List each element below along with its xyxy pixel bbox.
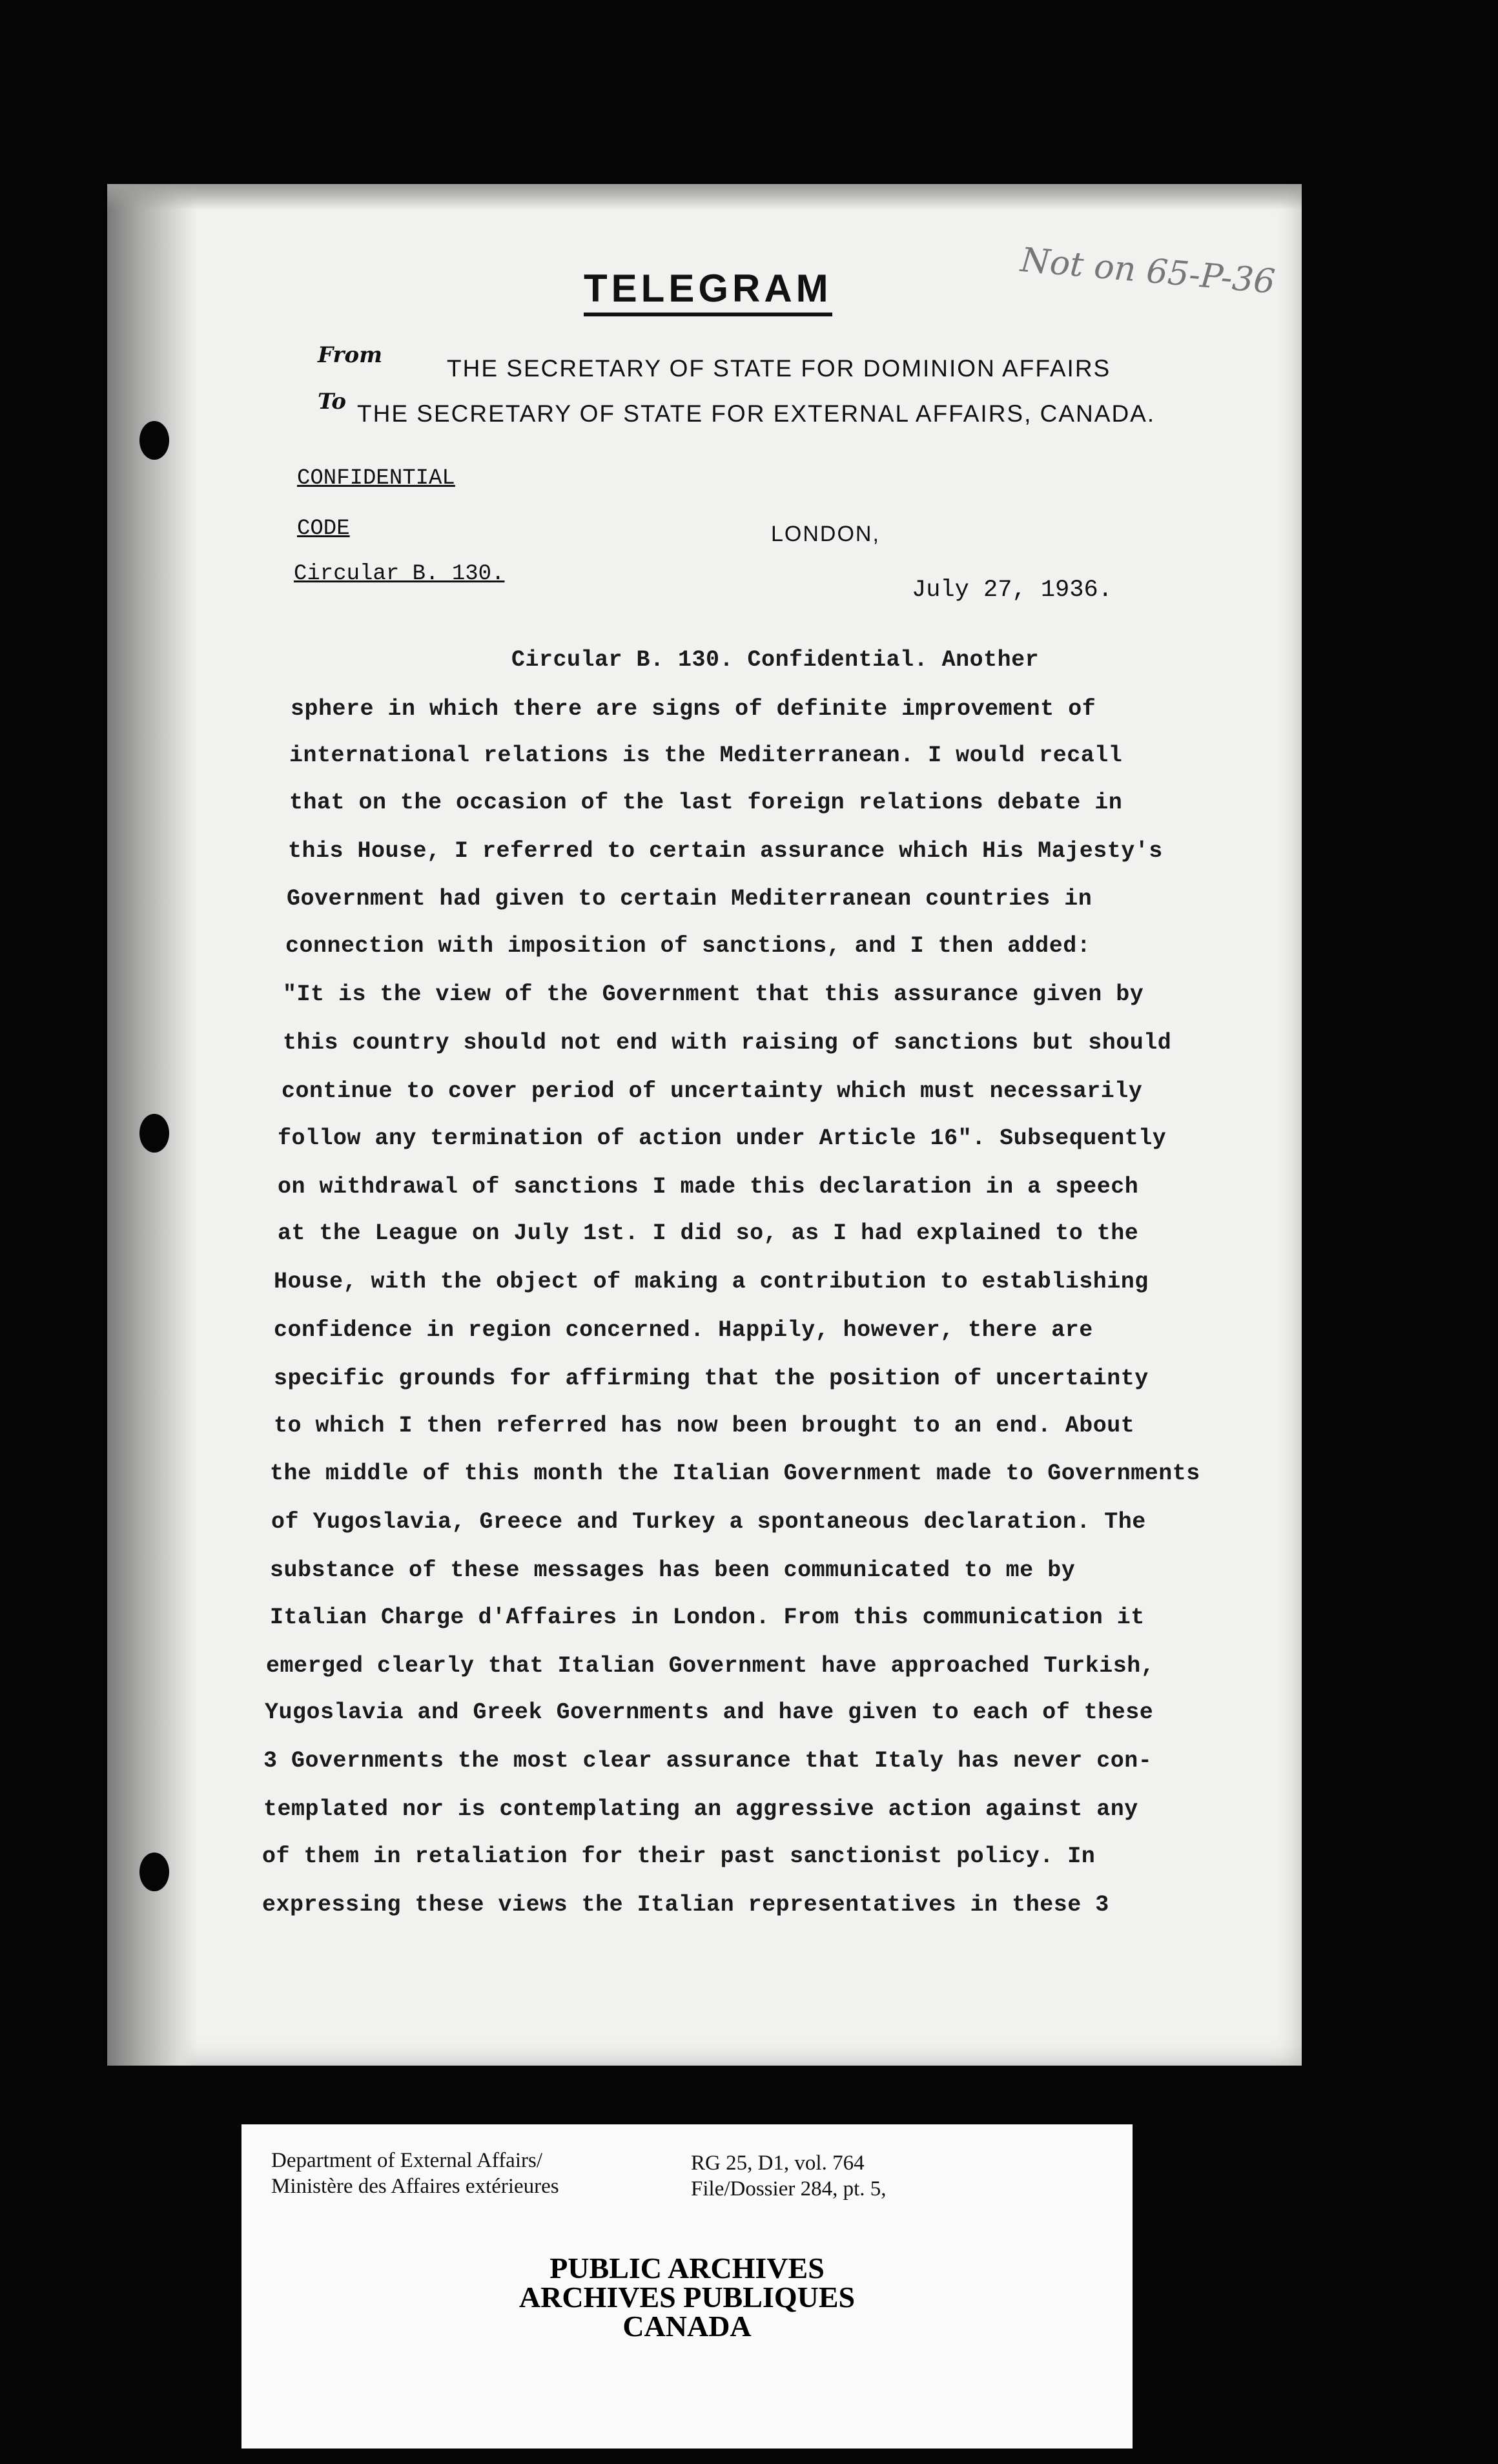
body-line: that on the occasion of the last foreign relations debate in	[289, 790, 1123, 816]
archive-reference-label	[241, 2124, 1133, 2449]
body-line: this House, I referred to certain assurance which His Majesty's	[288, 838, 1163, 864]
body-line: House, with the object of making a contribution to establishing	[274, 1269, 1149, 1295]
department-french: Ministère des Affaires extérieures	[271, 2175, 559, 2198]
body-line: of them in retaliation for their past sanctionist policy. In	[262, 1843, 1096, 1869]
telegram-title: TELEGRAM	[584, 265, 832, 316]
record-group-reference: RG 25, D1, vol. 764	[691, 2151, 865, 2175]
to-label: To	[318, 389, 347, 415]
body-line: this country should not end with raising of sanctions but should	[283, 1030, 1172, 1056]
body-line: confidence in region concerned. Happily, however, there are	[274, 1317, 1093, 1343]
body-line: on withdrawal of sanctions I made this declaration in a speech	[278, 1174, 1139, 1200]
body-line: substance of these messages has been communicated to me by	[270, 1557, 1076, 1583]
body-line: the middle of this month the Italian Government made to Governments	[270, 1461, 1200, 1486]
classification-confidential: CONFIDENTIAL	[297, 466, 455, 491]
body-line: of Yugoslavia, Greece and Turkey a spontaneous declaration. The	[271, 1509, 1146, 1535]
to-recipient: THE SECRETARY OF STATE FOR EXTERNAL AFFAIRS, CANADA.	[357, 400, 1156, 427]
binder-hole-middle	[139, 1114, 169, 1153]
body-line: Circular B. 130. Confidential. Another	[511, 647, 1040, 673]
body-line: specific grounds for affirming that the position of uncertainty	[274, 1366, 1149, 1391]
body-line: continue to cover period of uncertainty which must necessarily	[282, 1078, 1143, 1104]
page-top-edge	[107, 184, 1302, 210]
body-line: at the League on July 1st. I did so, as I had explained to the	[278, 1220, 1139, 1246]
file-reference: File/Dossier 284, pt. 5,	[691, 2177, 887, 2201]
body-line: Yugoslavia and Greek Governments and have given to each of these	[265, 1699, 1154, 1725]
body-line: connection with imposition of sanctions, and I then added:	[285, 933, 1091, 959]
body-line: follow any termination of action under Article 16". Subsequently	[278, 1125, 1167, 1151]
archives-english: PUBLIC ARCHIVES	[549, 2252, 825, 2284]
body-line: sphere in which there are signs of definite improvement of	[291, 696, 1096, 722]
telegram-date: July 27, 1936.	[912, 577, 1113, 604]
handwritten-file-reference: Not on 65-P-36	[1019, 240, 1277, 302]
circular-number: Circular B. 130.	[294, 562, 505, 586]
body-line: emerged clearly that Italian Government have approached Turkish,	[266, 1653, 1155, 1679]
body-line: Government had given to certain Mediterranean countries in	[287, 886, 1093, 912]
body-line: 3 Governments the most clear assurance that Italy has never con-	[263, 1748, 1153, 1774]
body-line: expressing these views the Italian representatives in these 3	[262, 1892, 1109, 1918]
binder-hole-bottom	[139, 1853, 169, 1891]
binder-hole-top	[139, 421, 169, 460]
code-marker: CODE	[297, 517, 350, 541]
body-line: templated nor is contemplating an aggressive action against any	[263, 1796, 1138, 1822]
archives-french: ARCHIVES PUBLIQUES	[518, 2281, 856, 2314]
from-label: From	[318, 342, 383, 368]
origin-place: LONDON,	[771, 522, 880, 546]
body-line: "It is the view of the Government that this assurance given by	[283, 981, 1144, 1007]
telegram-page	[107, 184, 1302, 2066]
body-line: international relations is the Mediterranean. I would recall	[289, 743, 1123, 768]
body-line: Italian Charge d'Affaires in London. From this communication it	[270, 1605, 1145, 1630]
department-english: Department of External Affairs/	[271, 2149, 542, 2172]
archives-country: CANADA	[622, 2310, 752, 2343]
from-sender: THE SECRETARY OF STATE FOR DOMINION AFFAIRS	[447, 355, 1111, 382]
body-line: to which I then referred has now been brought to an end. About	[274, 1413, 1135, 1439]
